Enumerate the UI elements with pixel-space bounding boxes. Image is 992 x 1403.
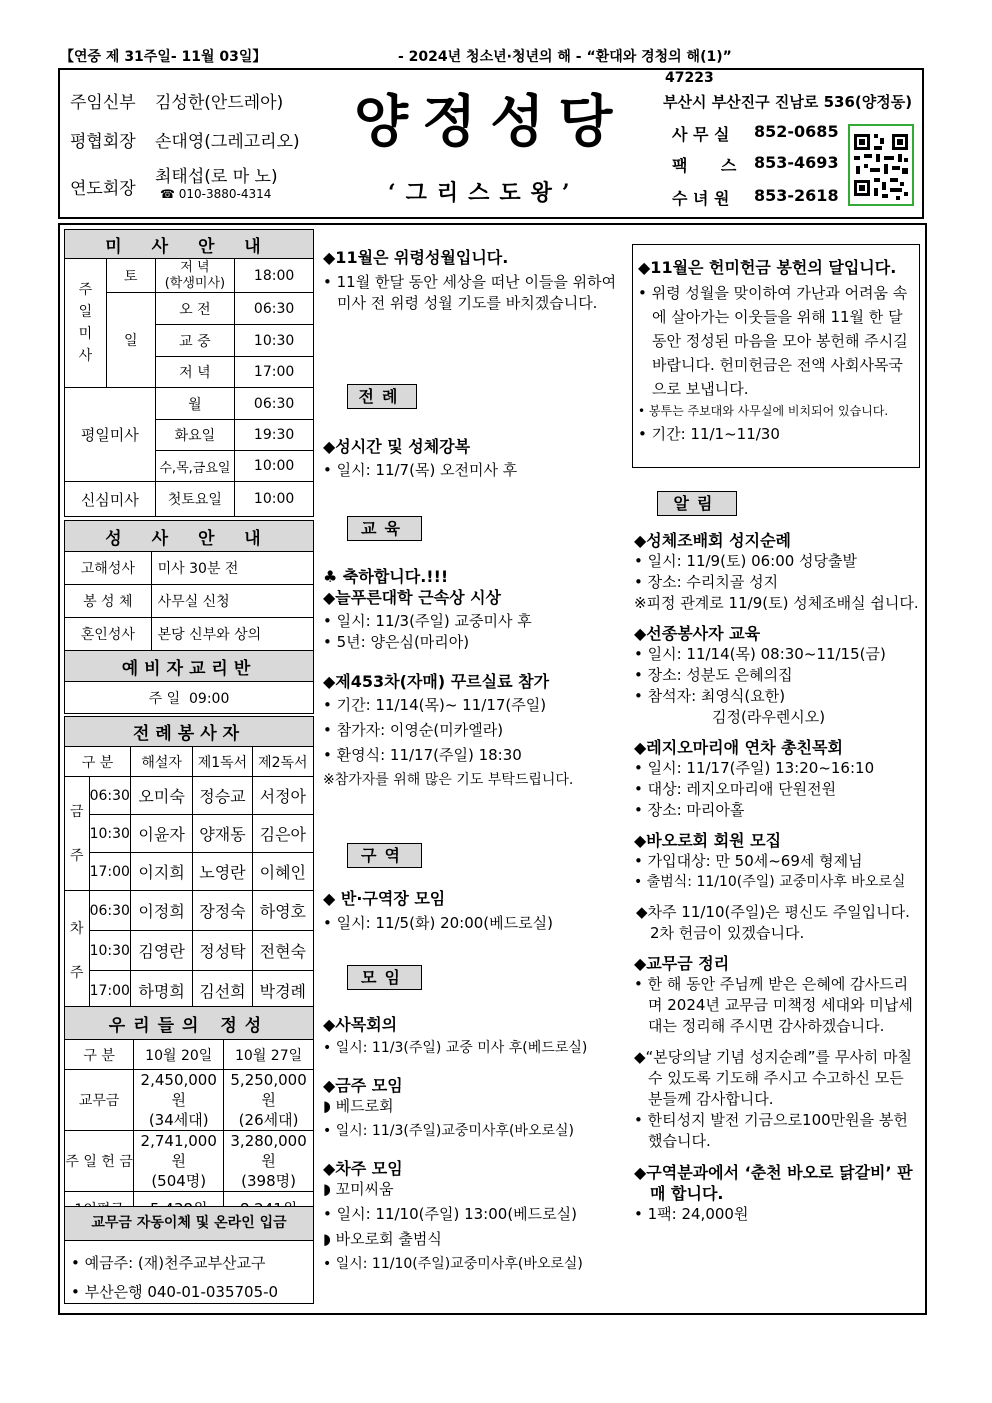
district-section <box>323 888 618 934</box>
servers-table <box>64 716 314 1011</box>
intro-body: • 11월 한달 동안 세상을 떠난 이들을 위하여 미사 전 위령 성월 기도를 바치겠습니다. <box>323 273 617 312</box>
sacrament-table <box>64 520 314 714</box>
table-cell: 정승교 <box>193 777 252 815</box>
table-row: 10:30 <box>89 931 130 971</box>
news-8-heading: ◆구역분과에서 ‘춘천 바오로 닭갈비’ 판매 합니다. <box>634 1163 913 1203</box>
news-4-item-1: • 가입대상: 만 50세~69세 형제님 <box>634 852 863 870</box>
news-section <box>634 530 920 1225</box>
sun-time-2: 10:30 <box>235 325 314 357</box>
news-7-item: • 한티성지 발전 기금으로100만원을 봉헌했습니다. <box>634 1111 908 1150</box>
weekday-time-2: 19:30 <box>235 420 314 451</box>
servers-header-0: 구 분 <box>65 747 131 777</box>
liturgy-item: • 일시: 11/7(목) 오전미사 후 <box>323 461 518 479</box>
meeting-label: 모임 <box>347 965 422 990</box>
sacrament-title: 성 사 안 내 <box>65 521 314 552</box>
news-7-text: ◆“본당의날 기념 성지순례”를 무사히 마칠 수 있도록 기도해 주시고 수고하신 모든 분들께 감사합니다. <box>634 1048 912 1108</box>
cursillo-item-3: • 환영식: 11/17(주일) 18:30 <box>323 746 522 764</box>
cursillo-item-2: • 참가자: 이영순(미카엘라) <box>323 721 504 739</box>
news-2-heading: ◆선종봉사자 교육 <box>634 624 761 643</box>
table-cell: 오미숙 <box>130 777 192 815</box>
district-item: • 일시: 11/5(화) 20:00(베드로실) <box>323 914 553 932</box>
district-label: 구역 <box>347 843 422 868</box>
liturgy-section <box>323 436 618 481</box>
offering-header-2: 10월 27일 <box>224 1040 314 1070</box>
next-week-meeting-sub-2: ◗ 바오로회 출범식 <box>323 1230 442 1248</box>
news-2-item-2: • 장소: 성분도 은혜의집 <box>634 666 793 684</box>
news-5-text: ◆차주 11/10(주일)은 평신도 주일입니다. 2차 헌금이 있겠습니다. <box>636 903 910 942</box>
news-3-heading: ◆레지오마리애 연차 총친목회 <box>634 738 843 757</box>
bank-box <box>64 1206 314 1304</box>
notice-period: • 기간: 11/1~11/30 <box>638 425 780 443</box>
table-cell: 이정희 <box>130 891 192 931</box>
offering-header-1: 10월 20일 <box>134 1040 224 1070</box>
news-3-item-3: • 장소: 마리아홀 <box>634 801 745 819</box>
intro-section <box>323 247 618 314</box>
postcode: 47223 <box>665 70 714 86</box>
table-row: 06:30 <box>89 777 130 815</box>
servers-header-1: 해설자 <box>130 747 192 777</box>
fax-label: 팩 스 <box>672 156 737 175</box>
notice-body: • 위령 성월을 맞이하여 가난과 어려움 속에 살아가는 이웃들을 위해 11월 한 달 동안 정성된 마음을 모아 봉헌해 주시길 바랍니다. 헌미헌금은 전액 사회사목국으로 보냅니다. <box>638 284 908 398</box>
sacrament-label-1: 고해성사 <box>65 552 152 585</box>
next-week-label: 차 주 <box>65 891 90 1011</box>
offering-sunday-2: 3,280,000원 (398명) <box>224 1131 314 1192</box>
table-cell: 김선희 <box>193 971 252 1011</box>
table-cell: 하명희 <box>130 971 192 1011</box>
table-cell: 서정아 <box>252 777 313 815</box>
news-1-item-2: • 장소: 수리치골 성지 <box>634 573 779 591</box>
news-4-item-2: • 출범식: 11/10(주일) 교중미사후 바오로실 <box>634 874 906 890</box>
catechumen-time: 주 일 09:00 <box>65 682 314 714</box>
qr-code-icon[interactable] <box>848 124 914 206</box>
education-item-1: • 일시: 11/3(주일) 교중미사 후 <box>323 612 532 630</box>
news-1-note: ※피정 관계로 11/9(토) 성체조배실 쉽니다. <box>634 594 919 612</box>
sacrament-label-3: 혼인성사 <box>65 618 152 651</box>
offering-table <box>64 1006 314 1226</box>
intro-heading: ◆11월은 위령성월입니다. <box>323 248 509 267</box>
news-1-heading: ◆성체조배회 성지순례 <box>634 531 791 550</box>
next-week-meeting-sub-1: ◗ 꼬미씨움 <box>323 1180 394 1198</box>
news-label: 알림 <box>657 491 737 516</box>
news-1-item-1: • 일시: 11/9(토) 06:00 성당출발 <box>634 552 858 570</box>
news-4-heading: ◆바오로회 회원 모집 <box>634 831 782 850</box>
education-section <box>323 566 618 791</box>
offering-dues-2: 5,250,000원 (26세대) <box>224 1070 314 1131</box>
offering-dues-1: 2,450,000원 (34세대) <box>134 1070 224 1131</box>
table-cell: 정성탁 <box>193 931 252 971</box>
table-cell: 전현숙 <box>252 931 313 971</box>
table-cell: 노영란 <box>193 853 252 891</box>
pastor-label: 주임신부 <box>70 93 136 113</box>
cursillo-item-1: • 기간: 11/14(목)~ 11/17(주일) <box>323 696 547 714</box>
saturday-slot: 저 녁 (학생미사) <box>155 259 235 293</box>
weekday-slot-1: 월 <box>155 388 235 420</box>
news-6-heading: ◆교무금 정리 <box>634 954 730 973</box>
sacrament-value-1: 미사 30분 전 <box>151 552 313 585</box>
faith-time: 10:00 <box>235 482 314 517</box>
table-cell: 김영란 <box>130 931 192 971</box>
table-row: 17:00 <box>89 853 130 891</box>
this-week-meeting-item: • 일시: 11/3(주일)교중미사후(바오로실) <box>323 1123 574 1139</box>
address: 부산시 부산진구 진남로 536(양정동) <box>663 93 913 111</box>
sunday-mass-label: 주 일 미 사 <box>65 259 107 388</box>
servers-header-2: 제1독서 <box>193 747 252 777</box>
liturgy-heading: ◆성시간 및 성체강복 <box>323 437 471 456</box>
saturday-label: 토 <box>106 259 155 293</box>
table-cell: 박경례 <box>252 971 313 1011</box>
offering-notice-box <box>632 244 920 468</box>
this-week-meeting-sub: ◗ 베드로회 <box>323 1097 394 1115</box>
education-label: 교육 <box>347 516 422 541</box>
news-3-item-2: • 대상: 레지오마리애 단원전원 <box>634 780 837 798</box>
next-week-meeting-item-2: • 일시: 11/10(주일)교중미사후(바오로실) <box>323 1256 583 1272</box>
catechumen-title: 예비자교리반 <box>65 651 314 682</box>
servers-header-3: 제2독서 <box>252 747 313 777</box>
news-8-item: • 1팩: 24,000원 <box>634 1205 749 1223</box>
bank-holder: • 예금주: (재)천주교부산교구 <box>71 1254 266 1272</box>
news-2-item-1: • 일시: 11/14(목) 08:30~11/15(금) <box>634 645 886 663</box>
prayer-name: 최태섭(로 마 노) <box>155 167 278 187</box>
mass-schedule-table <box>64 229 314 517</box>
next-week-meeting-item-1: • 일시: 11/10(주일) 13:00(베드로실) <box>323 1205 577 1223</box>
fax-number: 853-4693 <box>754 153 839 172</box>
sun-slot-2: 교 중 <box>155 325 235 357</box>
education-item-2: • 5년: 양은심(마리아) <box>323 633 470 651</box>
news-6-body: • 한 해 동안 주님께 받은 은혜에 감사드리며 2024년 교무금 미책정 세대와 미납세대는 정리해 주시면 감사하겠습니다. <box>634 975 913 1035</box>
pastor-name: 김성한(안드레아) <box>155 93 284 113</box>
notice-envelope: • 봉투는 주보대와 사무실에 비치되어 있습니다. <box>638 404 889 418</box>
faith-mass-label: 신심미사 <box>65 482 156 517</box>
pastoral-meeting-heading: ◆사목회의 <box>323 1015 398 1034</box>
table-row: 10:30 <box>89 815 130 853</box>
convent-phone: 853-2618 <box>754 186 839 205</box>
table-cell: 이윤자 <box>130 815 192 853</box>
bank-title: 교무금 자동이체 및 온라인 입금 <box>65 1207 313 1241</box>
education-heading: ◆늘푸른대학 근속상 시상 <box>323 588 502 607</box>
cursillo-heading: ◆제453차(자매) 꾸르실료 참가 <box>323 672 550 691</box>
convent-label: 수 녀 원 <box>672 189 730 208</box>
pastoral-meeting-item: • 일시: 11/3(주일) 교중 미사 후(베드로실) <box>323 1040 588 1056</box>
cursillo-note: ※참가자를 위해 많은 기도 부탁드립니다. <box>323 772 574 788</box>
table-row: 06:30 <box>89 891 130 931</box>
council-name: 손대영(그레고리오) <box>155 132 300 152</box>
servers-title: 전례봉사자 <box>65 717 314 747</box>
sun-time-3: 17:00 <box>235 357 314 388</box>
office-label: 사 무 실 <box>672 125 730 144</box>
news-2-extra: 김정(라우렌시오) <box>712 708 826 726</box>
offering-title: 우리들의 정성 <box>65 1007 314 1040</box>
issue-label: 【연중 제 31주일- 11월 03일】 <box>60 49 267 65</box>
table-cell: 양재동 <box>193 815 252 853</box>
news-3-item-1: • 일시: 11/17(주일) 13:20~16:10 <box>634 759 875 777</box>
weekday-slot-3: 수,목,금요일 <box>155 451 235 482</box>
offering-label-sunday: 주 일 헌 금 <box>65 1131 134 1192</box>
weekday-mass-label: 평일미사 <box>65 388 156 482</box>
council-label: 평협회장 <box>70 132 136 152</box>
next-week-meeting-heading: ◆차주 모임 <box>323 1159 403 1178</box>
table-cell: 하영호 <box>252 891 313 931</box>
sacrament-value-2: 사무실 신청 <box>151 585 313 618</box>
offering-sunday-1: 2,741,000원 (504명) <box>134 1131 224 1192</box>
mass-title: 미 사 안 내 <box>65 230 314 259</box>
table-row: 17:00 <box>89 971 130 1011</box>
offering-label-dues: 교무금 <box>65 1070 134 1131</box>
parish-subtitle: ‘그리스도왕’ <box>388 180 580 206</box>
table-cell: 이지희 <box>130 853 192 891</box>
congrats-text: ♣ 축하합니다.!!! <box>323 567 449 586</box>
offering-header-0: 구 분 <box>65 1040 134 1070</box>
prayer-phone: ☎ 010-3880-4314 <box>160 187 272 201</box>
this-week-label: 금 주 <box>65 777 90 891</box>
news-2-item-3: • 참석자: 최영식(요한) <box>634 687 786 705</box>
office-phone: 852-0685 <box>754 122 839 141</box>
sacrament-label-2: 봉 성 체 <box>65 585 152 618</box>
district-heading: ◆ 반·구역장 모임 <box>323 889 446 908</box>
saturday-time: 18:00 <box>235 259 314 293</box>
weekday-time-1: 06:30 <box>235 388 314 420</box>
bank-account: • 부산은행 040-01-035705-0 <box>71 1283 279 1301</box>
meeting-section <box>323 1014 618 1275</box>
table-cell: 김은아 <box>252 815 313 853</box>
weekday-time-3: 10:00 <box>235 451 314 482</box>
sun-slot-3: 저 녁 <box>155 357 235 388</box>
table-cell: 장정숙 <box>193 891 252 931</box>
faith-slot: 첫토요일 <box>155 482 235 517</box>
sun-time-1: 06:30 <box>235 293 314 325</box>
sacrament-value-3: 본당 신부와 상의 <box>151 618 313 651</box>
sunday-label: 일 <box>106 293 155 388</box>
parish-title: 양정성당 <box>354 89 627 155</box>
weekday-slot-2: 화요일 <box>155 420 235 451</box>
prayer-label: 연도회장 <box>70 179 136 199</box>
sun-slot-1: 오 전 <box>155 293 235 325</box>
this-week-meeting-heading: ◆금주 모임 <box>323 1076 403 1095</box>
notice-heading: ◆11월은 헌미헌금 봉헌의 달입니다. <box>638 258 897 277</box>
year-theme: - 2024년 청소년·청년의 해 - “환대와 경청의 해(1)” <box>398 49 732 65</box>
table-cell: 이혜인 <box>252 853 313 891</box>
liturgy-label: 전례 <box>347 384 417 409</box>
